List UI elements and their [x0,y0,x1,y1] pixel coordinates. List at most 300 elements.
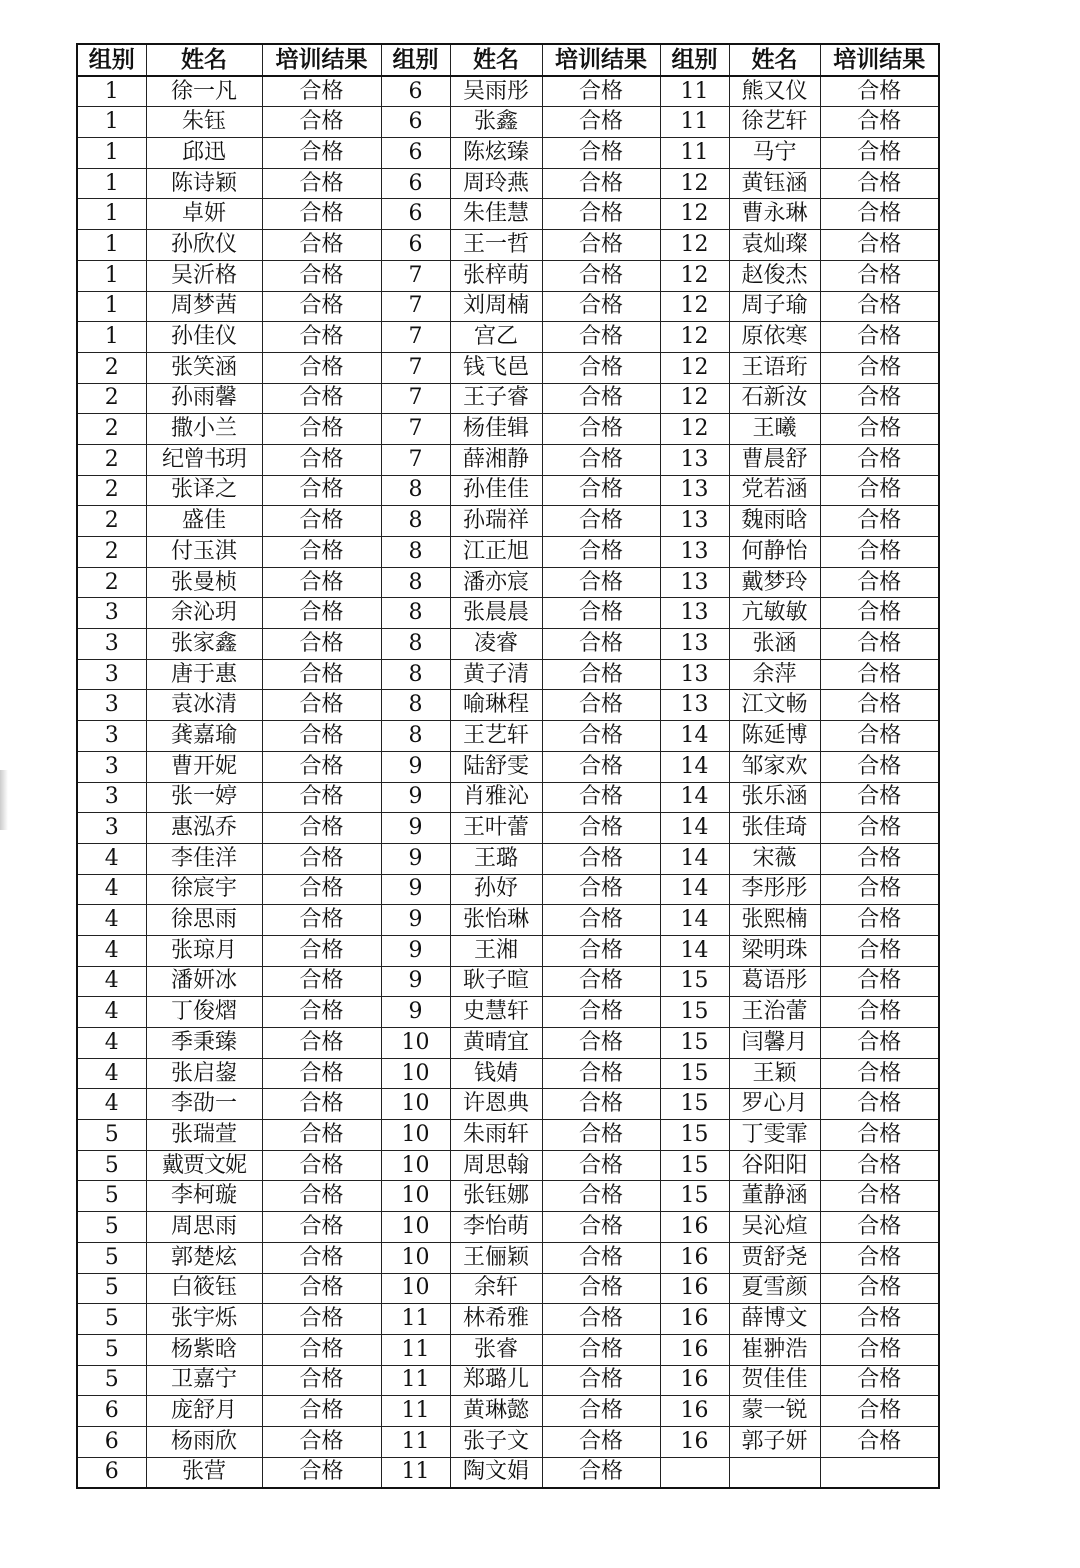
group-cell: 14 [660,874,729,905]
group-cell: 9 [381,751,450,782]
name-cell: 刘周楠 [450,291,542,322]
table-row [77,1334,939,1365]
result-cell: 合格 [820,629,939,660]
result-cell: 合格 [542,414,660,445]
group-cell: 13 [660,537,729,568]
name-cell: 钱飞邑 [450,352,542,383]
name-cell: 薛博文 [729,1304,820,1335]
group-cell: 5 [77,1120,146,1151]
result-cell [820,1457,939,1488]
result-cell: 合格 [820,1304,939,1335]
header-result-1: 培训结果 [262,44,381,76]
name-cell: 周子瑜 [729,291,820,322]
result-cell: 合格 [262,76,381,107]
group-cell: 16 [660,1334,729,1365]
group-cell: 6 [77,1396,146,1427]
result-cell: 合格 [820,1212,939,1243]
name-cell: 何静怡 [729,537,820,568]
result-cell: 合格 [262,506,381,537]
name-cell: 李怡萌 [450,1212,542,1243]
table-row [77,138,939,169]
table-row [77,1028,939,1059]
header-result-3: 培训结果 [820,44,939,76]
group-cell: 13 [660,475,729,506]
result-cell: 合格 [820,199,939,230]
result-cell: 合格 [542,383,660,414]
result-cell: 合格 [262,1089,381,1120]
group-cell: 2 [77,444,146,475]
group-cell: 11 [381,1426,450,1457]
result-cell: 合格 [542,843,660,874]
group-cell: 1 [77,168,146,199]
result-cell: 合格 [820,138,939,169]
table-row [77,997,939,1028]
name-cell: 王颖 [729,1058,820,1089]
name-cell: 王治蕾 [729,997,820,1028]
result-cell: 合格 [262,352,381,383]
group-cell: 3 [77,751,146,782]
result-cell: 合格 [262,1212,381,1243]
result-cell: 合格 [820,414,939,445]
table-row [77,414,939,445]
group-cell: 13 [660,598,729,629]
name-cell: 宋薇 [729,843,820,874]
group-cell: 13 [660,659,729,690]
training-results-table [76,43,940,1489]
result-cell: 合格 [820,322,939,353]
table-row [77,782,939,813]
result-cell: 合格 [542,1396,660,1427]
group-cell: 15 [660,1028,729,1059]
result-cell: 合格 [820,107,939,138]
group-cell: 7 [381,322,450,353]
name-cell: 邹家欢 [729,751,820,782]
name-cell: 付玉淇 [146,537,262,568]
result-cell: 合格 [542,1457,660,1488]
group-cell: 5 [77,1242,146,1273]
group-cell: 7 [381,352,450,383]
result-cell: 合格 [262,843,381,874]
group-cell: 14 [660,843,729,874]
group-cell: 15 [660,1058,729,1089]
result-cell: 合格 [542,997,660,1028]
group-cell: 5 [77,1273,146,1304]
name-cell: 张瑞萱 [146,1120,262,1151]
group-cell: 14 [660,782,729,813]
result-cell: 合格 [262,322,381,353]
result-cell: 合格 [542,444,660,475]
result-cell: 合格 [262,444,381,475]
result-cell: 合格 [820,168,939,199]
group-cell: 8 [381,506,450,537]
result-cell: 合格 [542,813,660,844]
group-cell: 1 [77,230,146,261]
name-cell: 张宇烁 [146,1304,262,1335]
result-cell: 合格 [542,905,660,936]
name-cell: 陆舒雯 [450,751,542,782]
result-cell: 合格 [542,107,660,138]
group-cell: 16 [660,1273,729,1304]
name-cell: 王一哲 [450,230,542,261]
name-cell: 孙雨馨 [146,383,262,414]
result-cell: 合格 [820,537,939,568]
name-cell: 薛湘静 [450,444,542,475]
result-cell: 合格 [820,260,939,291]
result-cell: 合格 [262,1304,381,1335]
result-cell: 合格 [542,322,660,353]
name-cell: 王璐 [450,843,542,874]
table-row [77,874,939,905]
result-cell: 合格 [262,629,381,660]
result-cell: 合格 [262,1242,381,1273]
name-cell: 丁俊熠 [146,997,262,1028]
group-cell: 8 [381,629,450,660]
group-cell: 5 [77,1365,146,1396]
result-cell: 合格 [820,782,939,813]
result-cell: 合格 [262,475,381,506]
table-row [77,383,939,414]
group-cell: 13 [660,690,729,721]
header-row [77,44,939,76]
name-cell: 潘妍冰 [146,966,262,997]
header-group-2: 组别 [381,44,450,76]
name-cell: 曹晨舒 [729,444,820,475]
group-cell: 14 [660,935,729,966]
group-cell: 16 [660,1304,729,1335]
name-cell: 陈延博 [729,721,820,752]
result-cell: 合格 [542,1058,660,1089]
result-cell: 合格 [820,230,939,261]
name-cell: 许恩典 [450,1089,542,1120]
result-cell: 合格 [542,935,660,966]
name-cell: 陶文娟 [450,1457,542,1488]
result-cell: 合格 [542,966,660,997]
result-cell: 合格 [262,1396,381,1427]
result-cell: 合格 [262,107,381,138]
table-row [77,76,939,107]
group-cell: 6 [77,1426,146,1457]
name-cell: 张启鋆 [146,1058,262,1089]
name-cell: 李柯璇 [146,1181,262,1212]
result-cell: 合格 [820,997,939,1028]
result-cell: 合格 [820,1089,939,1120]
name-cell: 张晨晨 [450,598,542,629]
name-cell: 吴雨彤 [450,76,542,107]
result-cell: 合格 [262,1120,381,1151]
group-cell: 11 [381,1457,450,1488]
name-cell: 曹永琳 [729,199,820,230]
group-cell: 7 [381,444,450,475]
group-cell: 1 [77,199,146,230]
table-row [77,966,939,997]
name-cell: 盛佳 [146,506,262,537]
name-cell: 张笑涵 [146,352,262,383]
name-cell: 张曼桢 [146,567,262,598]
group-cell: 13 [660,444,729,475]
table-row [77,1212,939,1243]
name-cell: 徐宸宇 [146,874,262,905]
group-cell: 6 [77,1457,146,1488]
name-cell: 余萍 [729,659,820,690]
result-cell: 合格 [820,874,939,905]
group-cell: 12 [660,414,729,445]
table-row [77,1365,939,1396]
result-cell: 合格 [820,1120,939,1151]
name-cell: 张怡琳 [450,905,542,936]
name-cell: 周思翰 [450,1150,542,1181]
group-cell: 11 [381,1396,450,1427]
group-cell: 9 [381,997,450,1028]
result-cell: 合格 [820,721,939,752]
name-cell: 李彤彤 [729,874,820,905]
group-cell: 9 [381,966,450,997]
result-cell: 合格 [820,291,939,322]
result-cell: 合格 [820,1396,939,1427]
group-cell: 6 [381,199,450,230]
group-cell: 10 [381,1181,450,1212]
group-cell: 8 [381,537,450,568]
name-cell: 袁冰清 [146,690,262,721]
group-cell: 1 [77,107,146,138]
name-cell: 魏雨晗 [729,506,820,537]
name-cell: 郭楚炫 [146,1242,262,1273]
name-cell: 黄钰涵 [729,168,820,199]
result-cell: 合格 [262,567,381,598]
name-cell: 孙欣仪 [146,230,262,261]
result-cell: 合格 [262,260,381,291]
group-cell: 3 [77,813,146,844]
group-cell: 3 [77,690,146,721]
name-cell: 黄子清 [450,659,542,690]
name-cell: 潘亦宸 [450,567,542,598]
result-cell: 合格 [542,168,660,199]
group-cell: 10 [381,1150,450,1181]
name-cell: 王湘 [450,935,542,966]
group-cell: 15 [660,1120,729,1151]
name-cell: 张睿 [450,1334,542,1365]
name-cell: 党若涵 [729,475,820,506]
group-cell: 15 [660,966,729,997]
name-cell: 王艺轩 [450,721,542,752]
table-row [77,107,939,138]
result-cell: 合格 [820,383,939,414]
name-cell: 庞舒月 [146,1396,262,1427]
group-cell: 11 [381,1304,450,1335]
result-cell: 合格 [542,1304,660,1335]
name-cell: 朱雨轩 [450,1120,542,1151]
group-cell: 1 [77,76,146,107]
result-cell: 合格 [820,1365,939,1396]
table-row [77,629,939,660]
name-cell: 撒小兰 [146,414,262,445]
header-name-1: 姓名 [146,44,262,76]
group-cell: 15 [660,1150,729,1181]
group-cell: 14 [660,721,729,752]
result-cell: 合格 [262,782,381,813]
name-cell: 王语珩 [729,352,820,383]
name-cell: 夏雪颜 [729,1273,820,1304]
result-cell: 合格 [820,1273,939,1304]
table-row [77,567,939,598]
header-group-1: 组别 [77,44,146,76]
group-cell: 11 [660,76,729,107]
result-cell: 合格 [820,1028,939,1059]
name-cell: 朱钰 [146,107,262,138]
table-row [77,1304,939,1335]
group-cell: 16 [660,1212,729,1243]
group-cell: 14 [660,813,729,844]
result-cell: 合格 [542,76,660,107]
table-row [77,598,939,629]
result-cell: 合格 [542,291,660,322]
table-row [77,444,939,475]
result-cell: 合格 [262,1058,381,1089]
name-cell: 陈诗颖 [146,168,262,199]
result-cell: 合格 [262,537,381,568]
name-cell: 徐艺轩 [729,107,820,138]
group-cell: 12 [660,383,729,414]
result-cell: 合格 [542,199,660,230]
group-cell: 16 [660,1242,729,1273]
result-cell: 合格 [542,1242,660,1273]
name-cell: 张营 [146,1457,262,1488]
group-cell: 6 [381,138,450,169]
name-cell: 孙佳佳 [450,475,542,506]
result-cell: 合格 [262,874,381,905]
group-cell: 10 [381,1089,450,1120]
group-cell: 11 [381,1334,450,1365]
name-cell: 张熙楠 [729,905,820,936]
result-cell: 合格 [820,76,939,107]
name-cell: 江文畅 [729,690,820,721]
group-cell: 10 [381,1028,450,1059]
table-row [77,168,939,199]
result-cell: 合格 [262,813,381,844]
result-cell: 合格 [820,352,939,383]
result-cell: 合格 [262,751,381,782]
group-cell: 4 [77,966,146,997]
name-cell: 凌睿 [450,629,542,660]
group-cell: 7 [381,414,450,445]
table-row [77,1120,939,1151]
result-cell: 合格 [542,1028,660,1059]
group-cell: 15 [660,1181,729,1212]
group-cell: 9 [381,905,450,936]
name-cell: 周梦茜 [146,291,262,322]
name-cell: 原依寒 [729,322,820,353]
name-cell: 赵俊杰 [729,260,820,291]
result-cell: 合格 [542,690,660,721]
result-cell: 合格 [262,168,381,199]
result-cell: 合格 [820,843,939,874]
group-cell: 5 [77,1212,146,1243]
name-cell: 黄晴宜 [450,1028,542,1059]
name-cell: 石新汝 [729,383,820,414]
name-cell: 肖雅沁 [450,782,542,813]
group-cell: 11 [660,107,729,138]
group-cell: 8 [381,659,450,690]
table-row [77,813,939,844]
table-row [77,506,939,537]
result-cell: 合格 [820,905,939,936]
table-row [77,1150,939,1181]
result-cell: 合格 [820,1181,939,1212]
group-cell: 3 [77,721,146,752]
name-cell: 杨紫晗 [146,1334,262,1365]
group-cell: 7 [381,291,450,322]
name-cell: 孙妤 [450,874,542,905]
header-name-3: 姓名 [729,44,820,76]
name-cell: 纪曾书玥 [146,444,262,475]
group-cell: 9 [381,935,450,966]
name-cell: 贾舒尧 [729,1242,820,1273]
table-row [77,721,939,752]
result-cell: 合格 [820,1426,939,1457]
name-cell: 王曦 [729,414,820,445]
name-cell: 白筱钰 [146,1273,262,1304]
name-cell: 梁明珠 [729,935,820,966]
result-cell: 合格 [542,1212,660,1243]
name-cell: 张一婷 [146,782,262,813]
table-row [77,322,939,353]
result-cell: 合格 [262,1334,381,1365]
name-cell: 唐于惠 [146,659,262,690]
name-cell: 闫馨月 [729,1028,820,1059]
result-cell: 合格 [262,721,381,752]
result-cell: 合格 [262,935,381,966]
name-cell: 卓妍 [146,199,262,230]
group-cell: 16 [660,1365,729,1396]
result-cell: 合格 [820,751,939,782]
group-cell: 2 [77,506,146,537]
name-cell: 张涵 [729,629,820,660]
name-cell: 耿子暄 [450,966,542,997]
result-cell: 合格 [262,1457,381,1488]
result-cell: 合格 [820,1334,939,1365]
table-body [77,76,939,1489]
name-cell: 亢敏敏 [729,598,820,629]
result-cell: 合格 [820,690,939,721]
group-cell: 6 [381,76,450,107]
result-cell: 合格 [542,352,660,383]
result-cell: 合格 [820,935,939,966]
table-row [77,352,939,383]
name-cell: 吴沂格 [146,260,262,291]
name-cell: 郭子妍 [729,1426,820,1457]
name-cell: 徐一凡 [146,76,262,107]
name-cell: 王叶蕾 [450,813,542,844]
name-cell: 喻琳程 [450,690,542,721]
group-cell: 12 [660,168,729,199]
result-cell: 合格 [542,782,660,813]
table-row [77,199,939,230]
result-cell: 合格 [262,383,381,414]
table-row [77,1396,939,1427]
result-cell: 合格 [262,1181,381,1212]
name-cell: 张译之 [146,475,262,506]
result-cell: 合格 [262,414,381,445]
table-row [77,1242,939,1273]
group-cell: 2 [77,414,146,445]
group-cell: 14 [660,751,729,782]
group-cell: 2 [77,475,146,506]
group-cell: 9 [381,843,450,874]
result-cell: 合格 [542,260,660,291]
name-cell: 吴沁煊 [729,1212,820,1243]
result-cell: 合格 [542,1273,660,1304]
group-cell: 4 [77,1089,146,1120]
group-cell: 6 [381,107,450,138]
